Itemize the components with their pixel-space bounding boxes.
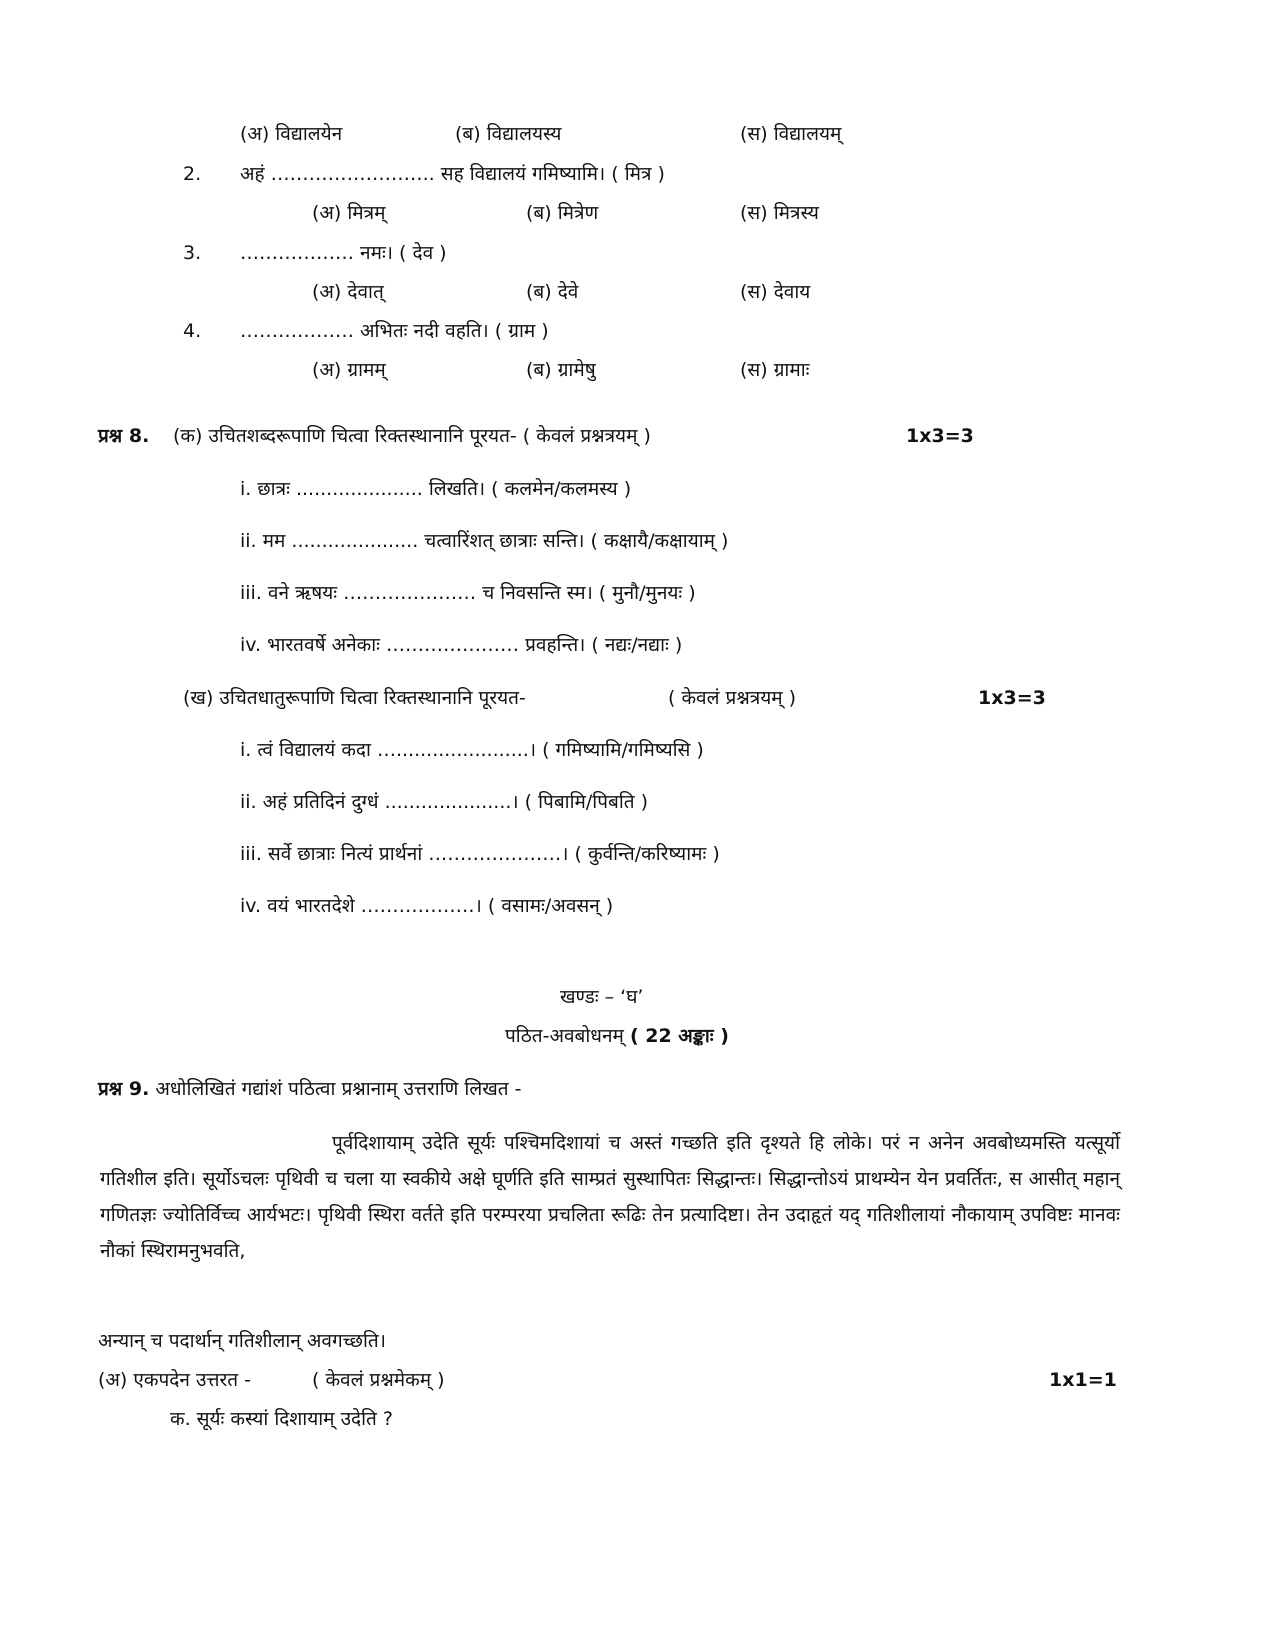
q2-text: अहं …………………….. सह विद्यालयं गमिष्यामि। ( मित्र ) — [240, 163, 665, 185]
q8b-item-4: iv. वयं भारतदेशे ………………। ( वसामः/अवसन् ) — [240, 895, 614, 917]
q2-option-b: (ब) मित्रेण — [526, 202, 599, 224]
q8b-item-1: i. त्वं विद्यालयं कदा …......................। ( गमिष्यामि/गमिष्यसि ) — [240, 739, 704, 761]
q4-text: ……………… अभितः नदी वहति। ( ग्राम ) — [240, 320, 549, 342]
section-subtitle — [505, 1024, 729, 1048]
q3-number: 3. — [183, 242, 202, 264]
q8a-marks: 1x3=3 — [906, 425, 974, 447]
q9a-question: क. सूर्यः कस्यां दिशायाम् उदेति ? — [170, 1408, 393, 1430]
q4-option-a: (अ) ग्रामम् — [312, 359, 386, 381]
q8b-marks: 1x3=3 — [978, 687, 1046, 709]
q4-number: 4. — [183, 320, 202, 342]
q1-option-b: (ब) विद्यालयस्य — [455, 123, 562, 145]
q3-option-b: (ब) देवे — [526, 281, 579, 303]
q8b-subheading: ( केवलं प्रश्नत्रयम् ) — [668, 687, 797, 709]
q1-option-a: (अ) विद्यालयेन — [240, 123, 343, 145]
q8a-item-2: ii. मम ..................... चत्वारिंशत् छात्राः सन्ति। ( कक्षायै/कक्षायाम् ) — [240, 530, 729, 552]
q8a-item-3: iii. वने ऋषयः ………………… च निवसन्ति स्म। ( मुनौ/मुनयः ) — [240, 582, 696, 604]
q3-text: ……………… नमः। ( देव ) — [240, 242, 447, 264]
q3-option-a: (अ) देवात् — [312, 281, 384, 303]
q3-option-c: (स) देवाय — [740, 281, 811, 303]
q2-option-a: (अ) मित्रम् — [312, 202, 386, 224]
q8b-item-2: ii. अहं प्रतिदिनं दुग्धं .....................। ( पिबामि/पिबति ) — [240, 791, 649, 813]
q9a-subheading: ( केवलं प्रश्नमेकम् ) — [312, 1369, 445, 1391]
q9-passage-tail: अन्यान् च पदार्थान् गतिशीलान् अवगच्छति। — [98, 1330, 386, 1352]
q9-passage-text: पूर्वदिशायाम् उदेति सूर्यः पश्चिमदिशायां च अस्तं गच्छति इति दृश्यते हि लोके। परं न अनेन अवबोध्यमस्ति यत्सूर्यो गतिशील इति। सूर्योऽचलः पृथिवी च चला या स्वकीये अक्षे घूर्णति इति साम्प्रतं सुस्थापितः सिद्धान्तः। सिद्धान्तोऽयं प्राथम्येन येन प्रवर्तितः, स आसीत् महान् गणितज्ञः ज्योतिर्विच्च आर्यभटः। पृथिवी स्थिरा वर्तते इति परम्परया प्रचलिता रूढिः तेन प्रत्यादिष्टा। तेन उदाहृतं यद् गतिशीलायां नौकायाम् उपविष्टः मानवः नौकां स्थिरामनुभवति, — [100, 1132, 1120, 1262]
q4-option-c: (स) ग्रामाः — [740, 359, 810, 381]
q2-number: 2. — [183, 163, 202, 185]
q8-label: प्रश्न 8. — [98, 425, 150, 447]
q9-heading-line — [98, 1077, 522, 1101]
q9a-marks: 1x1=1 — [1049, 1369, 1117, 1391]
q8a-heading: (क) उचितशब्दरूपाणि चित्वा रिक्तस्थानानि पूरयत- ( केवलं प्रश्नत्रयम् ) — [173, 425, 651, 447]
q8b-heading: (ख) उचितधातुरूपाणि चित्वा रिक्तस्थानानि पूरयत- — [183, 687, 526, 709]
q8b-item-3: iii. सर्वे छात्राः नित्यं प्रार्थनां …………………। ( कुर्वन्ति/करिष्यामः ) — [240, 843, 720, 865]
q9-passage — [100, 1125, 1120, 1269]
q9-heading: अधोलिखितं गद्यांशं पठित्वा प्रश्नानाम् उत्तराणि लिखत - — [155, 1078, 522, 1100]
q4-option-b: (ब) ग्रामेषु — [526, 359, 596, 381]
q1-option-c: (स) विद्यालयम् — [740, 123, 842, 145]
section-title: खण्डः – ‘घ’ — [560, 986, 644, 1008]
q8a-item-1: i. छात्रः ..................... लिखति। ( कलमेन/कलमस्य ) — [240, 478, 632, 500]
q9a-heading: (अ) एकपदेन उत्तरत - — [98, 1369, 251, 1391]
q9-label: प्रश्न 9. — [98, 1078, 150, 1100]
q8a-item-4: iv. भारतवर्षे अनेकाः ………………… प्रवहन्ति। ( नद्यः/नद्याः ) — [240, 634, 683, 656]
q2-option-c: (स) मित्रस्य — [740, 202, 819, 224]
section-subtitle-text: पठित-अवबोधनम् — [505, 1025, 624, 1047]
section-subtitle-marks: ( 22 अङ्काः ) — [629, 1025, 729, 1047]
